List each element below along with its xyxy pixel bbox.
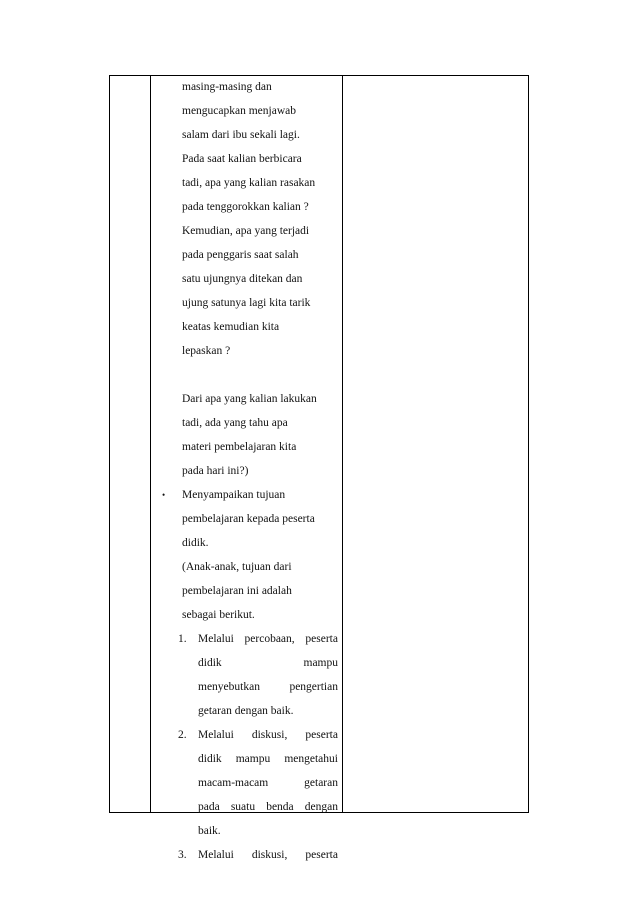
list-item-word: baik. (198, 825, 221, 837)
table-column-divider-2 (342, 76, 343, 812)
list-item-word: getaran (304, 777, 338, 789)
text-line: satu ujungnya ditekan dan (182, 273, 303, 285)
list-item-word: Melalui (198, 729, 234, 741)
text-line: ujung satunya lagi kita tarik (182, 297, 311, 309)
bullet-text-line: pembelajaran kepada peserta (182, 513, 315, 525)
lesson-table (109, 75, 529, 861)
text-line: pembelajaran ini adalah (182, 585, 292, 597)
list-item-line (198, 824, 221, 838)
list-item-word: didik (198, 753, 222, 765)
bullet-marker: • (162, 490, 166, 500)
text-line: pada penggaris saat salah (182, 249, 299, 261)
list-item-word: mampu (303, 657, 338, 669)
list-item-word: suatu (230, 801, 256, 813)
text-line: salam dari ibu sekali lagi. (182, 129, 300, 141)
text-line: pada hari ini?) (182, 465, 249, 477)
list-item-line (198, 680, 338, 694)
list-item-line (198, 752, 338, 766)
list-item-line (198, 704, 293, 718)
list-item-word: peserta (305, 633, 338, 645)
list-item-word: menyebutkan (198, 681, 260, 693)
bullet-text-line: Menyampaikan tujuan (182, 489, 286, 501)
text-line: tadi, ada yang tahu apa (182, 417, 288, 429)
list-item-word: Melalui (198, 633, 234, 645)
list-item-word: diskusi, (251, 729, 288, 741)
list-item-line (198, 848, 338, 862)
list-item-line (198, 800, 338, 814)
list-item-word: mampu (235, 753, 271, 765)
list-number: 1. (178, 633, 187, 645)
table-column-divider-1 (150, 76, 151, 812)
list-item-word: pada (198, 801, 220, 813)
text-line: pada tenggorokkan kalian ? (182, 201, 309, 213)
list-number: 2. (178, 729, 187, 741)
list-item-line (198, 656, 338, 670)
list-item-line (198, 776, 338, 790)
text-line: Dari apa yang kalian lakukan (182, 393, 317, 405)
list-item-word: macam-macam (198, 777, 269, 789)
text-line: keatas kemudian kita (182, 321, 280, 333)
bullet-text-line: didik. (182, 537, 209, 549)
list-number: 3. (178, 849, 187, 861)
list-item-line (198, 728, 338, 742)
list-item-word: Melalui (198, 849, 234, 861)
list-item-word: percobaan, (244, 633, 295, 645)
list-item-word: didik (198, 657, 222, 669)
list-item-word: benda (266, 801, 294, 813)
text-line: materi pembelajaran kita (182, 441, 297, 453)
text-line: sebagai berikut. (182, 609, 255, 621)
list-item-word: peserta (305, 849, 338, 861)
text-line: masing-masing dan (182, 81, 272, 93)
text-line: Kemudian, apa yang terjadi (182, 225, 310, 237)
list-item-word: getaran dengan baik. (198, 705, 294, 717)
list-item-word: pengertian (289, 681, 338, 693)
list-item-word: mengetahui (284, 753, 338, 765)
text-line: mengucapkan menjawab (182, 105, 296, 117)
text-line: Pada saat kalian berbicara (182, 153, 302, 165)
text-line: (Anak-anak, tujuan dari (182, 561, 292, 573)
list-item-word: dengan (304, 801, 338, 813)
list-item-word: peserta (305, 729, 338, 741)
list-item-word: diskusi, (251, 849, 288, 861)
text-line: tadi, apa yang kalian rasakan (182, 177, 316, 189)
list-item-line (198, 632, 338, 646)
text-line: lepaskan ? (182, 345, 231, 357)
